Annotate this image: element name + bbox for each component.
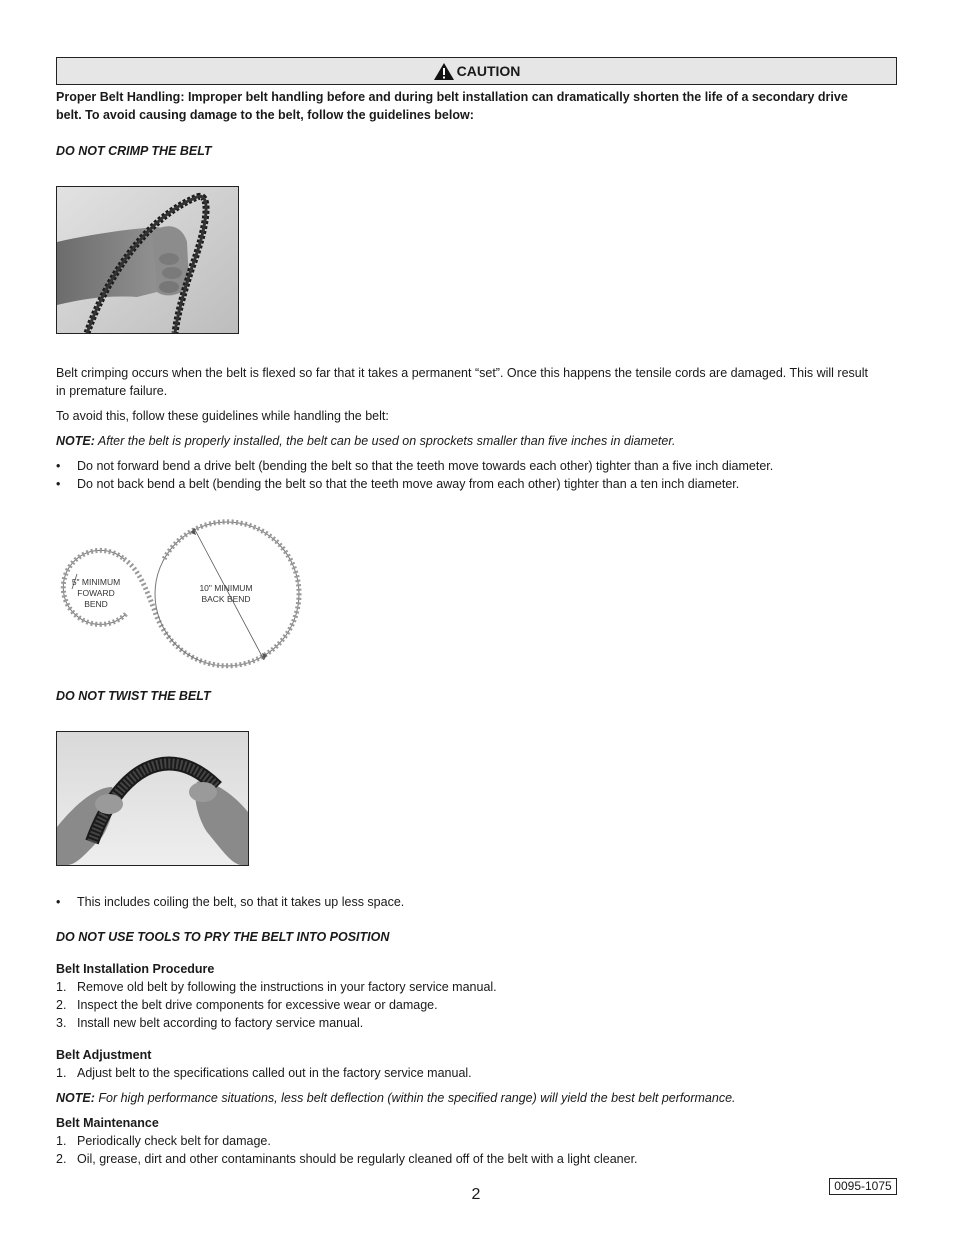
page-number: 2 (471, 1186, 481, 1203)
back-bend-label-1: 10" MINIMUM (199, 583, 253, 593)
twist-heading: DO NOT TWIST THE BELT (56, 689, 211, 703)
adjust-heading: Belt Adjustment (56, 1048, 152, 1062)
document-id: 0095-1075 (829, 1178, 897, 1195)
bend-diagram (54, 514, 304, 674)
maint-heading: Belt Maintenance (56, 1116, 159, 1130)
note-small-sprockets: NOTE: After the belt is properly installed, the belt can be used on sprockets smaller than five inches in diameter. (56, 434, 676, 448)
crimp-heading: DO NOT CRIMP THE BELT (56, 144, 212, 158)
caution-banner (56, 57, 897, 85)
forward-bend-label-3: BEND (84, 599, 108, 609)
tools-heading: DO NOT USE TOOLS TO PRY THE BELT INTO POSITION (56, 930, 390, 944)
crimp-description: Belt crimping occurs when the belt is flexed so far that it takes a permanent “set”. Once this happens the tensile cords are damaged. This will result in premature failure. (56, 366, 868, 398)
back-bend-label-2: BACK BEND (201, 594, 251, 604)
note-high-performance: NOTE: For high performance situations, less belt deflection (within the specified range) will yield the best belt performance. (56, 1091, 736, 1105)
twist-belt-photo (56, 731, 249, 866)
warning-triangle-icon (433, 62, 455, 81)
intro-paragraph: Proper Belt Handling: Improper belt handling before and during belt installation can dramatically shorten the life of a secondary drive belt. To avoid causing damage to the belt, follow the guidelines below: (56, 90, 848, 122)
caution-label: CAUTION (456, 63, 521, 79)
forward-bend-label-1: 5" MINIMUM (71, 577, 121, 587)
crimp-belt-photo (56, 186, 239, 334)
avoid-text: To avoid this, follow these guidelines while handling the belt: (56, 409, 389, 423)
install-heading: Belt Installation Procedure (56, 962, 215, 976)
forward-bend-label-2: FOWARD (77, 588, 115, 598)
